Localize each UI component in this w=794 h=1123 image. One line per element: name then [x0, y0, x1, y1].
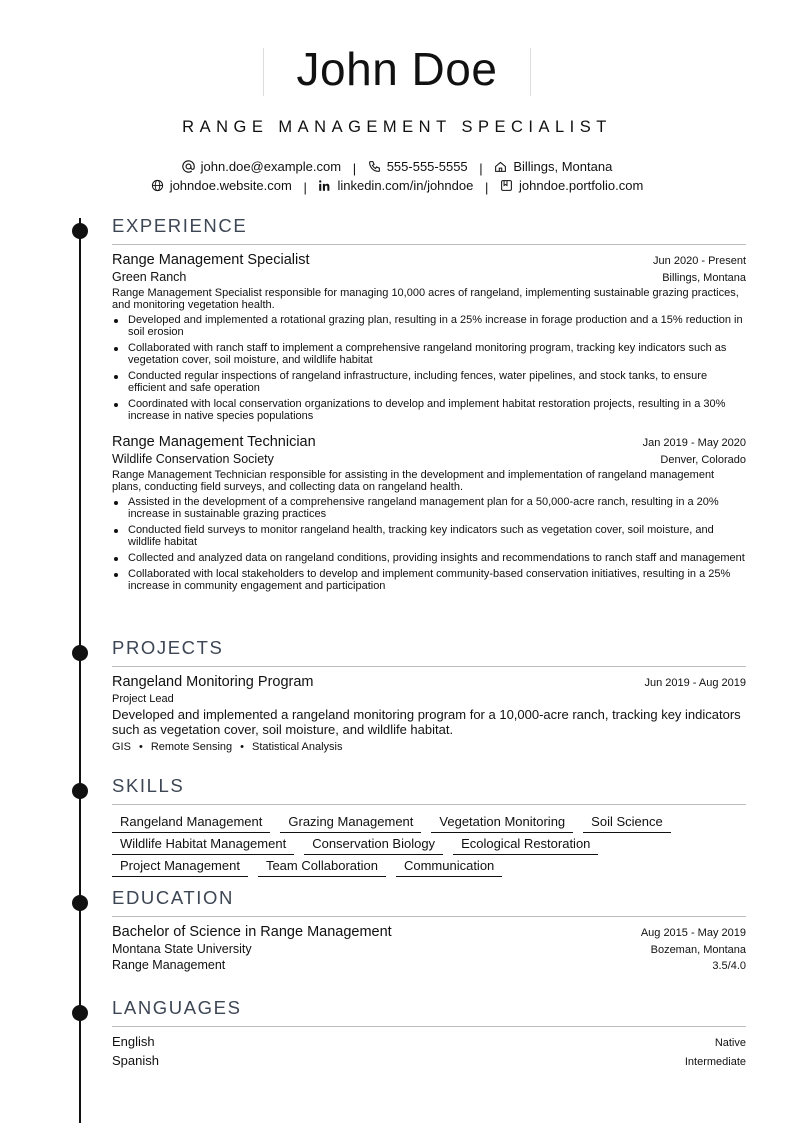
- list-item: Conducted field surveys to monitor rangeland health, tracking key indicators such as vegetation cover, soil moisture, and wildlife habitat: [112, 524, 746, 548]
- skill-tag: Rangeland Management: [112, 813, 270, 833]
- contact-location: [494, 159, 612, 174]
- entry-dates: Jan 2019 - May 2020: [642, 437, 746, 449]
- language-row: [112, 1032, 746, 1051]
- timeline-dot-languages: [72, 1005, 88, 1021]
- language-level: Intermediate: [684, 1056, 746, 1068]
- globe-icon: [151, 179, 164, 192]
- list-item: Developed and implemented a rotational grazing plan, resulting in a 25% increase in forage production and a 15% reduction in soil erosion: [112, 314, 746, 338]
- skill-tag: Ecological Restoration: [453, 835, 598, 855]
- project-name: Rangeland Monitoring Program: [112, 674, 314, 690]
- language-name: English: [112, 1034, 155, 1049]
- timeline-dot-projects: [72, 645, 88, 661]
- language-name: Spanish: [112, 1053, 159, 1068]
- list-item: Collected and analyzed data on rangeland conditions, providing insights and recommendations to ranch staff and management: [112, 552, 746, 564]
- section-title: LANGUAGES: [112, 997, 746, 1027]
- education-section: [112, 887, 746, 972]
- location-text: Billings, Montana: [513, 159, 613, 174]
- separator: |: [303, 180, 307, 195]
- contact-email[interactable]: [182, 159, 341, 174]
- timeline-dot-skills: [72, 783, 88, 799]
- skill-tag: Project Management: [112, 857, 248, 877]
- tag: Statistical Analysis: [252, 741, 343, 753]
- project-role: Project Lead: [112, 693, 174, 705]
- languages-list: [112, 1032, 746, 1070]
- education-entry: [112, 924, 746, 972]
- experience-section: [112, 215, 746, 596]
- home-icon: [494, 160, 507, 173]
- entry-location: Billings, Montana: [662, 272, 746, 284]
- person-name: John Doe: [296, 43, 498, 95]
- separator: |: [484, 180, 489, 195]
- languages-section: [112, 997, 746, 1070]
- skill-tag: Conservation Biology: [304, 835, 443, 855]
- at-icon: [182, 160, 195, 173]
- separator: |: [479, 161, 483, 176]
- email-text: john.doe@example.com: [200, 159, 342, 174]
- entry-location: Denver, Colorado: [660, 454, 746, 466]
- experience-entry: [112, 434, 746, 592]
- field-of-study: Range Management: [112, 958, 226, 972]
- skill-tag: Vegetation Monitoring: [431, 813, 573, 833]
- tag: GIS: [112, 741, 131, 753]
- entry-role: Range Management Technician: [112, 434, 316, 450]
- entry-role: Range Management Specialist: [112, 252, 310, 268]
- contact-row-1: [0, 159, 794, 176]
- contact-portfolio[interactable]: [500, 178, 643, 193]
- list-item: Assisted in the development of a comprehensive rangeland management plan for a 50,000-acre ranch, resulting in a 20% increase in sustainable grazing practices: [112, 496, 746, 520]
- contact-row-2: [0, 178, 794, 195]
- experience-entry: [112, 252, 746, 422]
- list-item: Collaborated with local stakeholders to develop and implement community-based conservation initiatives, resulting in a 25% increase in community engagement and participation: [112, 568, 746, 592]
- separator: •: [240, 741, 244, 753]
- timeline-dot-experience: [72, 223, 88, 239]
- project-entry: [112, 674, 746, 753]
- contact-website[interactable]: [151, 178, 292, 193]
- list-item: Collaborated with ranch staff to implement a comprehensive rangeland monitoring program, tracking key indicators such as vegetation cover, soil moisture, and wildlife habitat: [112, 342, 746, 366]
- skills-list: [112, 813, 746, 877]
- list-item: Coordinated with local conservation organizations to develop and implement habitat restoration projects, resulting in a 30% increase in native species populations: [112, 398, 746, 422]
- timeline-line: [79, 218, 81, 1123]
- list-item: Conducted regular inspections of rangeland infrastructure, including fences, water pipelines, and stock tanks, to ensure efficient and safe operation: [112, 370, 746, 394]
- project-description: Developed and implemented a rangeland monitoring program for a 10,000-acre ranch, tracking key indicators such as vegetation cover, soil moisture, and wildlife habitat.: [112, 707, 741, 737]
- separator: |: [352, 161, 357, 176]
- skill-tag: Soil Science: [583, 813, 671, 833]
- section-title: EXPERIENCE: [112, 215, 746, 245]
- tag: Remote Sensing: [150, 741, 233, 753]
- linkedin-text: linkedin.com/in/johndoe: [337, 178, 474, 193]
- skill-tag: Team Collaboration: [258, 857, 386, 877]
- contact-linkedin[interactable]: [318, 178, 473, 193]
- portfolio-text: johndoe.portfolio.com: [518, 178, 644, 193]
- entry-org: Wildlife Conservation Society: [112, 452, 274, 466]
- timeline-dot-education: [72, 895, 88, 911]
- phone-text: 555-555-5555: [386, 159, 468, 174]
- job-title: RANGE MANAGEMENT SPECIALIST: [182, 118, 612, 136]
- entry-bullets: [112, 314, 746, 422]
- project-dates: Jun 2019 - Aug 2019: [644, 677, 746, 689]
- skill-tag: Communication: [396, 857, 502, 877]
- language-level: Native: [714, 1037, 746, 1049]
- section-title: EDUCATION: [112, 887, 746, 917]
- portfolio-icon: [500, 179, 513, 192]
- skill-tag: Wildlife Habitat Management: [112, 835, 294, 855]
- section-title: SKILLS: [112, 775, 746, 805]
- contact-phone[interactable]: [368, 159, 468, 174]
- website-text: johndoe.website.com: [169, 178, 292, 193]
- skill-tag: Grazing Management: [280, 813, 421, 833]
- entry-dates: Jun 2020 - Present: [653, 255, 746, 267]
- language-row: [112, 1051, 746, 1070]
- projects-section: [112, 637, 746, 753]
- entry-bullets: [112, 496, 746, 592]
- entry-summary: Range Management Technician responsible for assisting in the development and implementation of rangeland management plans, conducting field surveys, and collecting data on rangeland health.: [112, 469, 715, 493]
- degree: Bachelor of Science in Range Management: [112, 924, 392, 940]
- entry-org: Green Ranch: [112, 270, 187, 284]
- entry-summary: Range Management Specialist responsible for managing 10,000 acres of rangeland, implementing sustainable grazing practices, and monitoring vegetation health.: [112, 287, 739, 311]
- school: Montana State University: [112, 942, 252, 956]
- phone-icon: [368, 160, 381, 173]
- linkedin-icon: [318, 179, 331, 192]
- section-title: PROJECTS: [112, 637, 746, 667]
- separator: •: [138, 741, 143, 753]
- gpa: 3.5/4.0: [712, 960, 746, 972]
- school-location: Bozeman, Montana: [650, 944, 746, 956]
- education-dates: Aug 2015 - May 2019: [640, 927, 746, 939]
- skills-section: [112, 775, 746, 879]
- project-tags: [112, 741, 746, 753]
